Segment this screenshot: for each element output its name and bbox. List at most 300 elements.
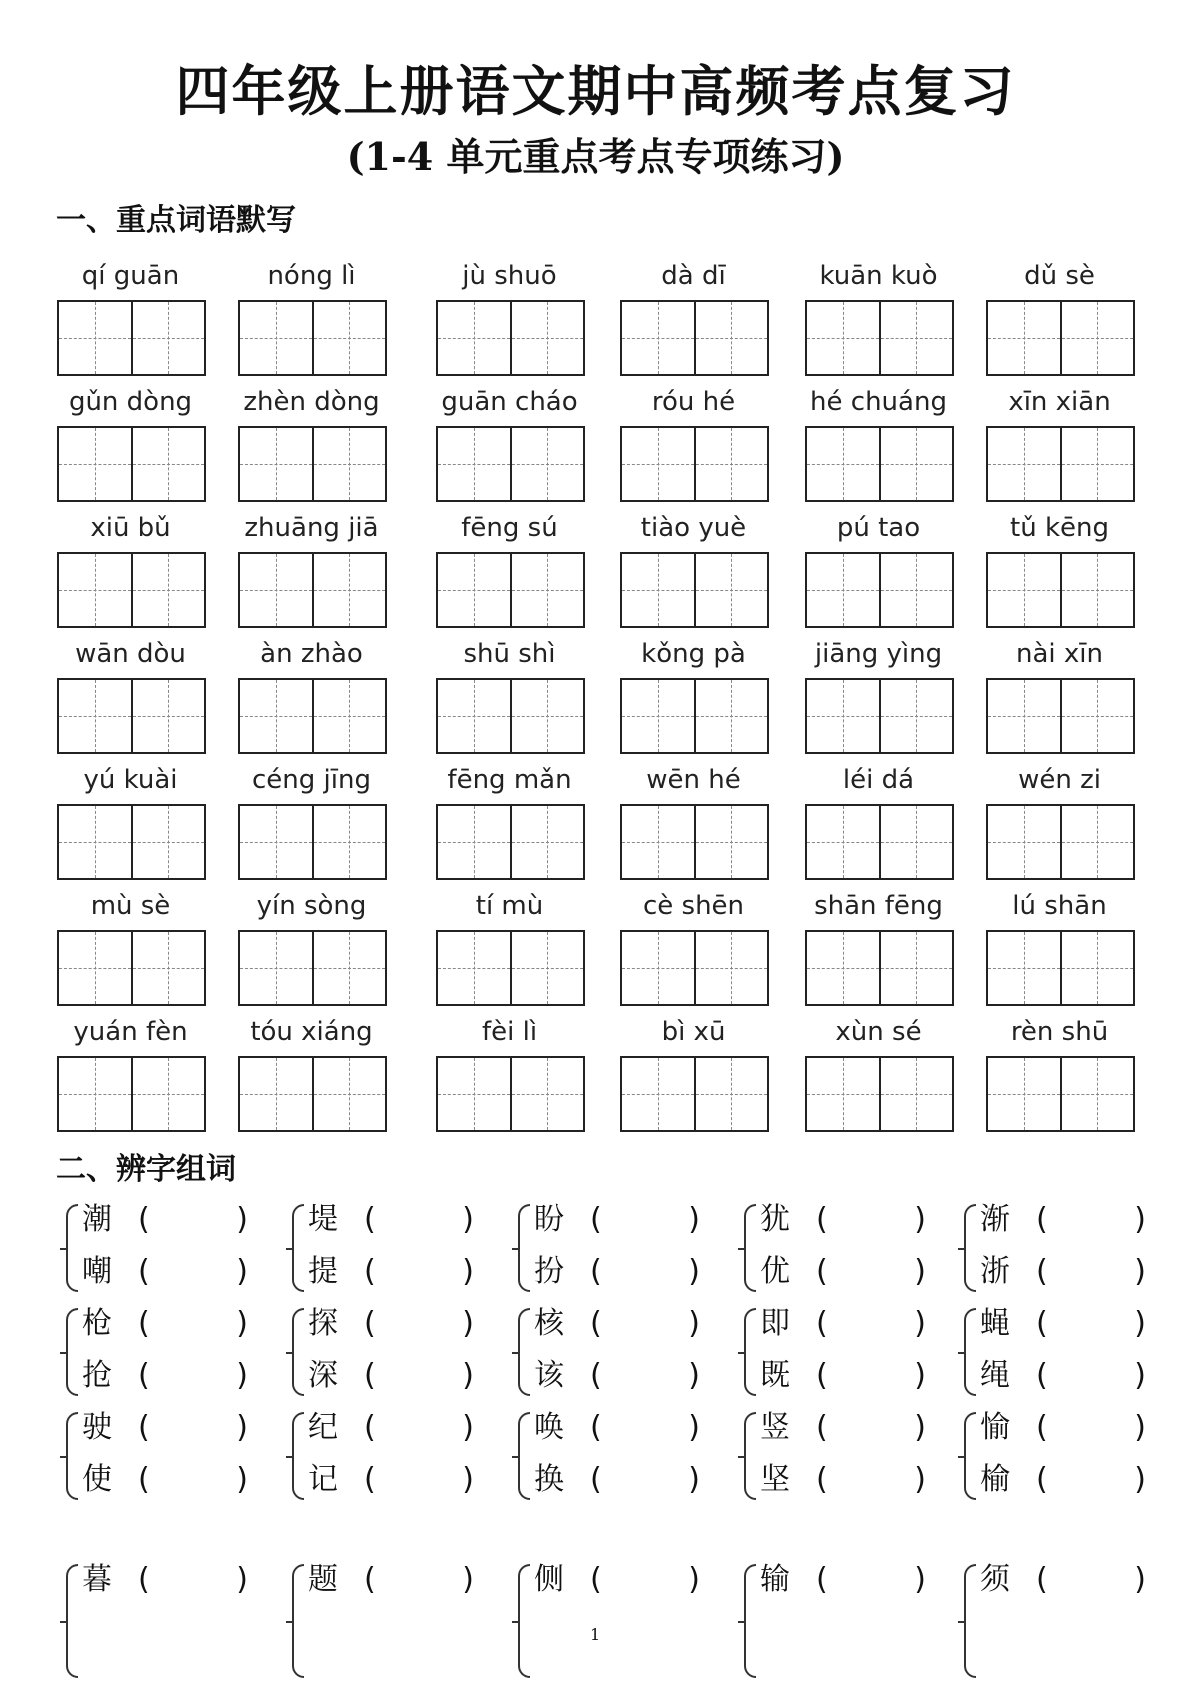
tianzige-square[interactable] — [1062, 554, 1134, 626]
writing-box[interactable] — [57, 552, 206, 628]
character-line — [980, 1304, 1160, 1344]
writing-box[interactable] — [805, 300, 954, 376]
word-item — [436, 888, 583, 1006]
word-item — [620, 888, 767, 1006]
tianzige-square[interactable] — [512, 1058, 584, 1130]
character-line — [82, 1304, 262, 1344]
tianzige-square[interactable] — [696, 932, 768, 1004]
answer-blank[interactable]: ( ) — [138, 1306, 248, 1341]
tianzige-square[interactable] — [314, 1058, 386, 1130]
tianzige-square[interactable] — [881, 680, 953, 752]
tianzige-square[interactable] — [988, 554, 1062, 626]
character-line — [980, 1200, 1160, 1240]
tianzige-square[interactable] — [59, 1058, 133, 1130]
answer-blank[interactable]: ( ) — [364, 1462, 474, 1497]
tianzige-square[interactable] — [314, 554, 386, 626]
word-item — [238, 510, 385, 628]
pinyin-label: léi dá — [842, 765, 915, 795]
pinyin-label: guān cháo — [441, 387, 578, 417]
pinyin-label: wén zi — [1018, 765, 1101, 795]
brace-icon — [744, 1204, 756, 1292]
brace-icon — [66, 1412, 78, 1500]
tianzige-square[interactable] — [314, 302, 386, 374]
tianzige-square[interactable] — [988, 428, 1062, 500]
character-line — [308, 1304, 488, 1344]
writing-box[interactable] — [436, 930, 585, 1006]
word-item — [620, 384, 767, 502]
character-line — [82, 1356, 262, 1396]
tianzige-square[interactable] — [622, 806, 696, 878]
writing-box[interactable] — [620, 552, 769, 628]
writing-box[interactable] — [986, 552, 1135, 628]
character: 须 — [980, 1562, 1010, 1597]
answer-blank[interactable]: ( ) — [138, 1358, 248, 1393]
pinyin-label: qí guān — [81, 261, 180, 291]
answer-blank[interactable]: ( ) — [1036, 1462, 1146, 1497]
tianzige-square[interactable] — [696, 680, 768, 752]
page-title: 四年级上册语文期中高频考点复习 — [175, 59, 1016, 123]
tianzige-square[interactable] — [696, 1058, 768, 1130]
tianzige-square[interactable] — [438, 1058, 512, 1130]
character-line — [534, 1356, 714, 1396]
pinyin-label: rèn shū — [1010, 1017, 1109, 1047]
pinyin-label: nóng lì — [267, 261, 356, 291]
word-item — [238, 384, 385, 502]
writing-box[interactable] — [805, 930, 954, 1006]
writing-box[interactable] — [238, 930, 387, 1006]
brace-icon — [744, 1412, 756, 1500]
answer-blank[interactable]: ( ) — [364, 1410, 474, 1445]
writing-box[interactable] — [238, 552, 387, 628]
answer-blank[interactable]: ( ) — [816, 1254, 926, 1289]
character-line — [82, 1252, 262, 1292]
character-line — [308, 1408, 488, 1448]
character-line — [980, 1252, 1160, 1292]
tianzige-square[interactable] — [988, 806, 1062, 878]
answer-blank[interactable]: ( ) — [138, 1562, 248, 1597]
word-item — [986, 888, 1133, 1006]
tianzige-square[interactable] — [1062, 932, 1134, 1004]
writing-box[interactable] — [238, 426, 387, 502]
word-item — [238, 762, 385, 880]
tianzige-square[interactable] — [512, 680, 584, 752]
character: 抢 — [82, 1358, 112, 1393]
tianzige-square[interactable] — [59, 680, 133, 752]
tianzige-square[interactable] — [988, 680, 1062, 752]
brace-icon — [964, 1204, 976, 1292]
word-item — [238, 258, 385, 376]
character: 驶 — [82, 1410, 112, 1445]
character: 纪 — [308, 1410, 338, 1445]
word-item — [57, 636, 204, 754]
word-item — [986, 258, 1133, 376]
tianzige-square[interactable] — [59, 302, 133, 374]
word-item — [805, 258, 952, 376]
answer-blank[interactable]: ( ) — [138, 1254, 248, 1289]
pinyin-label: wēn hé — [646, 765, 741, 795]
character: 侧 — [534, 1562, 564, 1597]
character: 渐 — [980, 1202, 1010, 1237]
character: 堤 — [308, 1202, 338, 1237]
character: 扮 — [534, 1254, 564, 1289]
tianzige-square[interactable] — [1062, 302, 1134, 374]
word-item — [436, 384, 583, 502]
answer-blank[interactable]: ( ) — [1036, 1306, 1146, 1341]
character: 即 — [760, 1306, 790, 1341]
tianzige-square[interactable] — [240, 932, 314, 1004]
tianzige-square[interactable] — [314, 806, 386, 878]
word-item — [620, 636, 767, 754]
tianzige-square[interactable] — [1062, 428, 1134, 500]
word-item — [238, 888, 385, 1006]
pinyin-label: tí mù — [475, 891, 544, 921]
pinyin-label: hé chuáng — [810, 387, 947, 417]
writing-box[interactable] — [238, 1056, 387, 1132]
writing-box[interactable] — [805, 552, 954, 628]
pinyin-label: bì xū — [661, 1017, 726, 1047]
word-item — [805, 762, 952, 880]
character: 盼 — [534, 1202, 564, 1237]
writing-box[interactable] — [57, 804, 206, 880]
answer-blank[interactable]: ( ) — [1036, 1562, 1146, 1597]
tianzige-square[interactable] — [622, 302, 696, 374]
writing-box[interactable] — [436, 426, 585, 502]
tianzige-square[interactable] — [807, 554, 881, 626]
pinyin-label: yú kuài — [83, 765, 178, 795]
pinyin-label: nài xīn — [1016, 639, 1103, 669]
tianzige-square[interactable] — [881, 806, 953, 878]
word-item — [436, 258, 583, 376]
tianzige-square[interactable] — [881, 1058, 953, 1130]
answer-blank[interactable]: ( ) — [590, 1410, 700, 1445]
tianzige-square[interactable] — [133, 554, 205, 626]
character-line — [308, 1560, 488, 1600]
tianzige-square[interactable] — [240, 554, 314, 626]
tianzige-square[interactable] — [59, 554, 133, 626]
writing-box[interactable] — [805, 1056, 954, 1132]
writing-box[interactable] — [436, 1056, 585, 1132]
answer-blank[interactable]: ( ) — [364, 1254, 474, 1289]
writing-box[interactable] — [620, 678, 769, 754]
answer-blank[interactable]: ( ) — [1036, 1202, 1146, 1237]
tianzige-square[interactable] — [1062, 680, 1134, 752]
tianzige-square[interactable] — [988, 932, 1062, 1004]
character-line — [82, 1560, 262, 1600]
writing-box[interactable] — [620, 300, 769, 376]
tianzige-square[interactable] — [807, 932, 881, 1004]
character: 记 — [308, 1462, 338, 1497]
tianzige-square[interactable] — [512, 428, 584, 500]
word-item — [620, 762, 767, 880]
writing-box[interactable] — [620, 426, 769, 502]
character-line — [760, 1408, 940, 1448]
tianzige-square[interactable] — [807, 428, 881, 500]
writing-box[interactable] — [986, 426, 1135, 502]
word-item — [57, 258, 204, 376]
brace-icon — [66, 1564, 78, 1678]
pinyin-label: lú shān — [1012, 891, 1107, 921]
pinyin-label: mù sè — [90, 891, 171, 921]
character: 使 — [82, 1462, 112, 1497]
answer-blank[interactable]: ( ) — [138, 1462, 248, 1497]
tianzige-square[interactable] — [438, 680, 512, 752]
character-line — [534, 1460, 714, 1500]
answer-blank[interactable]: ( ) — [816, 1306, 926, 1341]
pinyin-label: tiào yuè — [640, 513, 747, 543]
writing-box[interactable] — [986, 930, 1135, 1006]
tianzige-square[interactable] — [133, 1058, 205, 1130]
answer-blank[interactable]: ( ) — [1036, 1358, 1146, 1393]
word-item — [986, 636, 1133, 754]
writing-box[interactable] — [805, 804, 954, 880]
tianzige-square[interactable] — [696, 428, 768, 500]
tianzige-square[interactable] — [133, 932, 205, 1004]
character: 坚 — [760, 1462, 790, 1497]
brace-icon — [744, 1564, 756, 1678]
page-subtitle: (1-4 单元重点考点专项练习) — [346, 134, 845, 179]
pinyin-label: fēng sú — [461, 513, 558, 543]
writing-box[interactable] — [436, 678, 585, 754]
tianzige-square[interactable] — [512, 932, 584, 1004]
writing-box[interactable] — [57, 426, 206, 502]
word-item — [805, 636, 952, 754]
tianzige-square[interactable] — [133, 428, 205, 500]
pinyin-label: yuán fèn — [73, 1017, 188, 1047]
pinyin-label: kuān kuò — [819, 261, 938, 291]
answer-blank[interactable]: ( ) — [816, 1410, 926, 1445]
word-item — [436, 636, 583, 754]
tianzige-square[interactable] — [1062, 1058, 1134, 1130]
answer-blank[interactable]: ( ) — [1036, 1410, 1146, 1445]
writing-box[interactable] — [805, 678, 954, 754]
character: 蝇 — [980, 1306, 1010, 1341]
tianzige-square[interactable] — [696, 302, 768, 374]
answer-blank[interactable]: ( ) — [816, 1358, 926, 1393]
writing-box[interactable] — [436, 552, 585, 628]
pinyin-label: xiū bǔ — [90, 513, 171, 543]
character: 题 — [308, 1562, 338, 1597]
tianzige-square[interactable] — [696, 806, 768, 878]
tianzige-square[interactable] — [240, 302, 314, 374]
tianzige-square[interactable] — [314, 680, 386, 752]
answer-blank[interactable]: ( ) — [816, 1462, 926, 1497]
tianzige-square[interactable] — [438, 302, 512, 374]
character: 绳 — [980, 1358, 1010, 1393]
answer-blank[interactable]: ( ) — [590, 1562, 700, 1597]
answer-blank[interactable]: ( ) — [1036, 1254, 1146, 1289]
tianzige-square[interactable] — [807, 302, 881, 374]
word-item — [620, 1014, 767, 1132]
character: 既 — [760, 1358, 790, 1393]
character-line — [760, 1356, 940, 1396]
tianzige-square[interactable] — [696, 554, 768, 626]
answer-blank[interactable]: ( ) — [590, 1306, 700, 1341]
pinyin-label: tǔ kēng — [1010, 513, 1109, 543]
word-item — [57, 384, 204, 502]
brace-icon — [964, 1412, 976, 1500]
brace-icon — [292, 1204, 304, 1292]
tianzige-square[interactable] — [881, 302, 953, 374]
tianzige-square[interactable] — [622, 554, 696, 626]
pinyin-label: wān dòu — [75, 639, 186, 669]
writing-box[interactable] — [57, 300, 206, 376]
tianzige-square[interactable] — [240, 806, 314, 878]
answer-blank[interactable]: ( ) — [816, 1562, 926, 1597]
character: 愉 — [980, 1410, 1010, 1445]
tianzige-square[interactable] — [240, 680, 314, 752]
pinyin-label: dà dī — [661, 261, 726, 291]
character-line — [82, 1408, 262, 1448]
section-heading-distinguish-characters: 二、辨字组词 — [56, 1152, 236, 1187]
tianzige-square[interactable] — [438, 806, 512, 878]
character-line — [760, 1460, 940, 1500]
writing-box[interactable] — [57, 930, 206, 1006]
tianzige-square[interactable] — [622, 428, 696, 500]
word-item — [436, 762, 583, 880]
answer-blank[interactable]: ( ) — [364, 1202, 474, 1237]
brace-icon — [744, 1308, 756, 1396]
tianzige-square[interactable] — [133, 302, 205, 374]
tianzige-square[interactable] — [438, 932, 512, 1004]
pinyin-label: jiāng yìng — [814, 639, 943, 669]
word-item — [805, 384, 952, 502]
writing-box[interactable] — [238, 804, 387, 880]
pinyin-label: cè shēn — [642, 891, 745, 921]
tianzige-square[interactable] — [438, 428, 512, 500]
character-line — [980, 1356, 1160, 1396]
tianzige-square[interactable] — [622, 932, 696, 1004]
writing-box[interactable] — [986, 678, 1135, 754]
pinyin-label: xīn xiān — [1008, 387, 1111, 417]
section-heading-vocabulary: 一、重点词语默写 — [56, 203, 296, 238]
writing-box[interactable] — [57, 1056, 206, 1132]
tianzige-square[interactable] — [881, 932, 953, 1004]
pinyin-label: shū shì — [463, 639, 556, 669]
character-line — [308, 1356, 488, 1396]
pinyin-label: shān fēng — [814, 891, 943, 921]
word-item — [57, 762, 204, 880]
tianzige-square[interactable] — [59, 932, 133, 1004]
character: 核 — [534, 1306, 564, 1341]
tianzige-square[interactable] — [622, 1058, 696, 1130]
brace-icon — [66, 1204, 78, 1292]
character: 暮 — [82, 1562, 112, 1597]
answer-blank[interactable]: ( ) — [590, 1462, 700, 1497]
word-item — [620, 510, 767, 628]
writing-box[interactable] — [620, 804, 769, 880]
tianzige-square[interactable] — [133, 680, 205, 752]
word-item — [436, 1014, 583, 1132]
tianzige-square[interactable] — [807, 680, 881, 752]
tianzige-square[interactable] — [59, 806, 133, 878]
writing-box[interactable] — [986, 300, 1135, 376]
answer-blank[interactable]: ( ) — [590, 1254, 700, 1289]
writing-box[interactable] — [436, 804, 585, 880]
character: 提 — [308, 1254, 338, 1289]
tianzige-square[interactable] — [314, 932, 386, 1004]
tianzige-square[interactable] — [622, 680, 696, 752]
word-item — [620, 258, 767, 376]
pinyin-label: gǔn dòng — [68, 387, 193, 417]
tianzige-square[interactable] — [240, 428, 314, 500]
word-item — [986, 762, 1133, 880]
pinyin-label: zhuāng jiā — [244, 513, 379, 543]
writing-box[interactable] — [57, 678, 206, 754]
tianzige-square[interactable] — [438, 554, 512, 626]
tianzige-square[interactable] — [512, 554, 584, 626]
character-line — [534, 1252, 714, 1292]
pinyin-label: róu hé — [651, 387, 736, 417]
tianzige-square[interactable] — [988, 1058, 1062, 1130]
tianzige-square[interactable] — [133, 806, 205, 878]
writing-box[interactable] — [620, 1056, 769, 1132]
pinyin-label: àn zhào — [260, 639, 363, 669]
writing-box[interactable] — [620, 930, 769, 1006]
tianzige-square[interactable] — [881, 428, 953, 500]
character-line — [82, 1200, 262, 1240]
writing-box[interactable] — [986, 1056, 1135, 1132]
pinyin-label: zhèn dòng — [243, 387, 380, 417]
answer-blank[interactable]: ( ) — [364, 1562, 474, 1597]
character: 竖 — [760, 1410, 790, 1445]
answer-blank[interactable]: ( ) — [364, 1306, 474, 1341]
word-item — [986, 510, 1133, 628]
answer-blank[interactable]: ( ) — [590, 1358, 700, 1393]
writing-box[interactable] — [436, 300, 585, 376]
writing-box[interactable] — [238, 678, 387, 754]
tianzige-square[interactable] — [512, 806, 584, 878]
answer-blank[interactable]: ( ) — [364, 1358, 474, 1393]
brace-icon — [518, 1308, 530, 1396]
word-item — [805, 1014, 952, 1132]
character: 输 — [760, 1562, 790, 1597]
character-line — [980, 1408, 1160, 1448]
pinyin-label: pú tao — [836, 513, 921, 543]
tianzige-square[interactable] — [59, 428, 133, 500]
word-item — [57, 1014, 204, 1132]
answer-blank[interactable]: ( ) — [138, 1202, 248, 1237]
brace-icon — [964, 1308, 976, 1396]
tianzige-square[interactable] — [881, 554, 953, 626]
answer-blank[interactable]: ( ) — [138, 1410, 248, 1445]
character-line — [760, 1304, 940, 1344]
tianzige-square[interactable] — [807, 1058, 881, 1130]
tianzige-square[interactable] — [314, 428, 386, 500]
tianzige-square[interactable] — [807, 806, 881, 878]
brace-icon — [518, 1412, 530, 1500]
answer-blank[interactable]: ( ) — [816, 1202, 926, 1237]
brace-icon — [292, 1412, 304, 1500]
tianzige-square[interactable] — [240, 1058, 314, 1130]
tianzige-square[interactable] — [512, 302, 584, 374]
character-line — [534, 1304, 714, 1344]
writing-box[interactable] — [805, 426, 954, 502]
writing-box[interactable] — [238, 300, 387, 376]
word-item — [238, 1014, 385, 1132]
character-line — [980, 1460, 1160, 1500]
answer-blank[interactable]: ( ) — [590, 1202, 700, 1237]
word-item — [238, 636, 385, 754]
brace-icon — [292, 1308, 304, 1396]
brace-icon — [66, 1308, 78, 1396]
page-number: 1 — [590, 1625, 601, 1644]
character: 浙 — [980, 1254, 1010, 1289]
tianzige-square[interactable] — [1062, 806, 1134, 878]
writing-box[interactable] — [986, 804, 1135, 880]
tianzige-square[interactable] — [988, 302, 1062, 374]
character: 探 — [308, 1306, 338, 1341]
character-line — [534, 1408, 714, 1448]
